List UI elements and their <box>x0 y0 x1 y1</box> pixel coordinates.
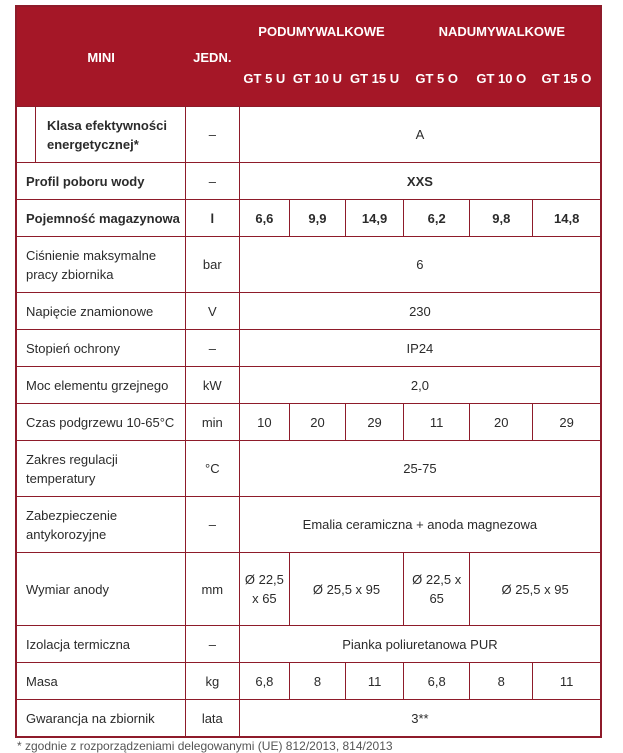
row-value: Emalia ceramiczna + anoda magnezowa <box>239 497 601 553</box>
row-label: Klasa efektywności energetycznej* <box>47 117 167 152</box>
header-group-nadumywalkowe: NADUMYWALKOWE <box>404 6 601 51</box>
row-unit: mm <box>185 553 239 626</box>
table-row <box>16 237 601 293</box>
row-value: 14,9 <box>346 200 404 237</box>
row-value: 11 <box>533 663 601 700</box>
row-value: 8 <box>470 663 533 700</box>
header-model: GT 10 U <box>289 51 345 107</box>
table-header <box>16 6 601 107</box>
table-row <box>16 626 601 663</box>
row-label: Wymiar anody <box>16 553 185 626</box>
row-label: Gwarancja na zbiornik <box>16 700 185 738</box>
row-label: Czas podgrzewu 10-65°C <box>16 404 185 441</box>
row-label: Masa <box>16 663 185 700</box>
row-value: A <box>239 107 601 163</box>
row-value: 6 <box>239 237 601 293</box>
row-value: 9,8 <box>470 200 533 237</box>
row-label: Napięcie znamionowe <box>16 293 185 330</box>
row-unit: kg <box>185 663 239 700</box>
footnote: * zgodnie z rozporządzeniami delegowanymi (UE) 812/2013, 814/2013 <box>17 739 393 753</box>
table-row <box>16 330 601 367</box>
row-value: 6,8 <box>404 663 470 700</box>
row-value: 29 <box>346 404 404 441</box>
row-label: Pojemność magazynowa <box>16 200 185 237</box>
header-model: GT 5 O <box>404 51 470 107</box>
row-value: Ø 22,5 x 65 <box>404 553 470 626</box>
header-model: GT 15 O <box>533 51 601 107</box>
table-row <box>16 404 601 441</box>
header-model: GT 5 U <box>239 51 289 107</box>
header-unit: JEDN. <box>185 6 239 107</box>
row-unit: – <box>185 163 239 200</box>
row-value: 6,6 <box>239 200 289 237</box>
table-row <box>16 497 601 553</box>
row-value: 8 <box>289 663 345 700</box>
row-value: 20 <box>289 404 345 441</box>
row-value: 6,8 <box>239 663 289 700</box>
row-value: 10 <box>239 404 289 441</box>
row-value: Ø 25,5 x 95 <box>289 553 403 626</box>
table-row <box>16 441 601 497</box>
row-value: 6,2 <box>404 200 470 237</box>
row-value: 2,0 <box>239 367 601 404</box>
empty-cell <box>17 107 36 162</box>
row-label: Moc elementu grzejnego <box>16 367 185 404</box>
row-value: Ø 22,5 x 65 <box>239 553 289 626</box>
row-unit: min <box>185 404 239 441</box>
row-unit: – <box>185 330 239 367</box>
row-label: Zabezpieczenie antykorozyjne <box>16 497 185 553</box>
row-label: Zakres regulacji temperatury <box>16 441 185 497</box>
row-unit: kW <box>185 367 239 404</box>
row-value: 11 <box>404 404 470 441</box>
row-unit: – <box>185 497 239 553</box>
row-value: 25-75 <box>239 441 601 497</box>
row-value: XXS <box>239 163 601 200</box>
row-label: Stopień ochrony <box>16 330 185 367</box>
row-unit: °C <box>185 441 239 497</box>
row-value: 11 <box>346 663 404 700</box>
row-unit: bar <box>185 237 239 293</box>
table-row <box>16 293 601 330</box>
table-row <box>16 367 601 404</box>
row-unit: l <box>185 200 239 237</box>
row-value: 230 <box>239 293 601 330</box>
row-label: Izolacja termiczna <box>16 626 185 663</box>
row-unit: – <box>185 626 239 663</box>
table-row <box>16 663 601 700</box>
row-value: 29 <box>533 404 601 441</box>
header-model: GT 10 O <box>470 51 533 107</box>
header-title: MINI <box>16 6 185 107</box>
header-group-podumywalkowe: PODUMYWALKOWE <box>239 6 403 51</box>
row-unit: V <box>185 293 239 330</box>
row-label: Profil poboru wody <box>16 163 185 200</box>
table-row <box>16 200 601 237</box>
row-value: Pianka poliuretanowa PUR <box>239 626 601 663</box>
row-value: IP24 <box>239 330 601 367</box>
table-row <box>16 107 601 163</box>
row-value: 14,8 <box>533 200 601 237</box>
row-value: Ø 25,5 x 95 <box>470 553 601 626</box>
table-row <box>16 700 601 738</box>
header-model: GT 15 U <box>346 51 404 107</box>
row-value: 20 <box>470 404 533 441</box>
spec-table <box>15 5 602 738</box>
table-row <box>16 163 601 200</box>
row-unit: – <box>185 107 239 163</box>
table-row <box>16 553 601 626</box>
row-label: Ciśnienie maksymalne pracy zbiornika <box>16 237 185 293</box>
row-value: 3** <box>239 700 601 738</box>
row-value: 9,9 <box>289 200 345 237</box>
row-label-cell <box>16 107 185 163</box>
row-unit: lata <box>185 700 239 738</box>
